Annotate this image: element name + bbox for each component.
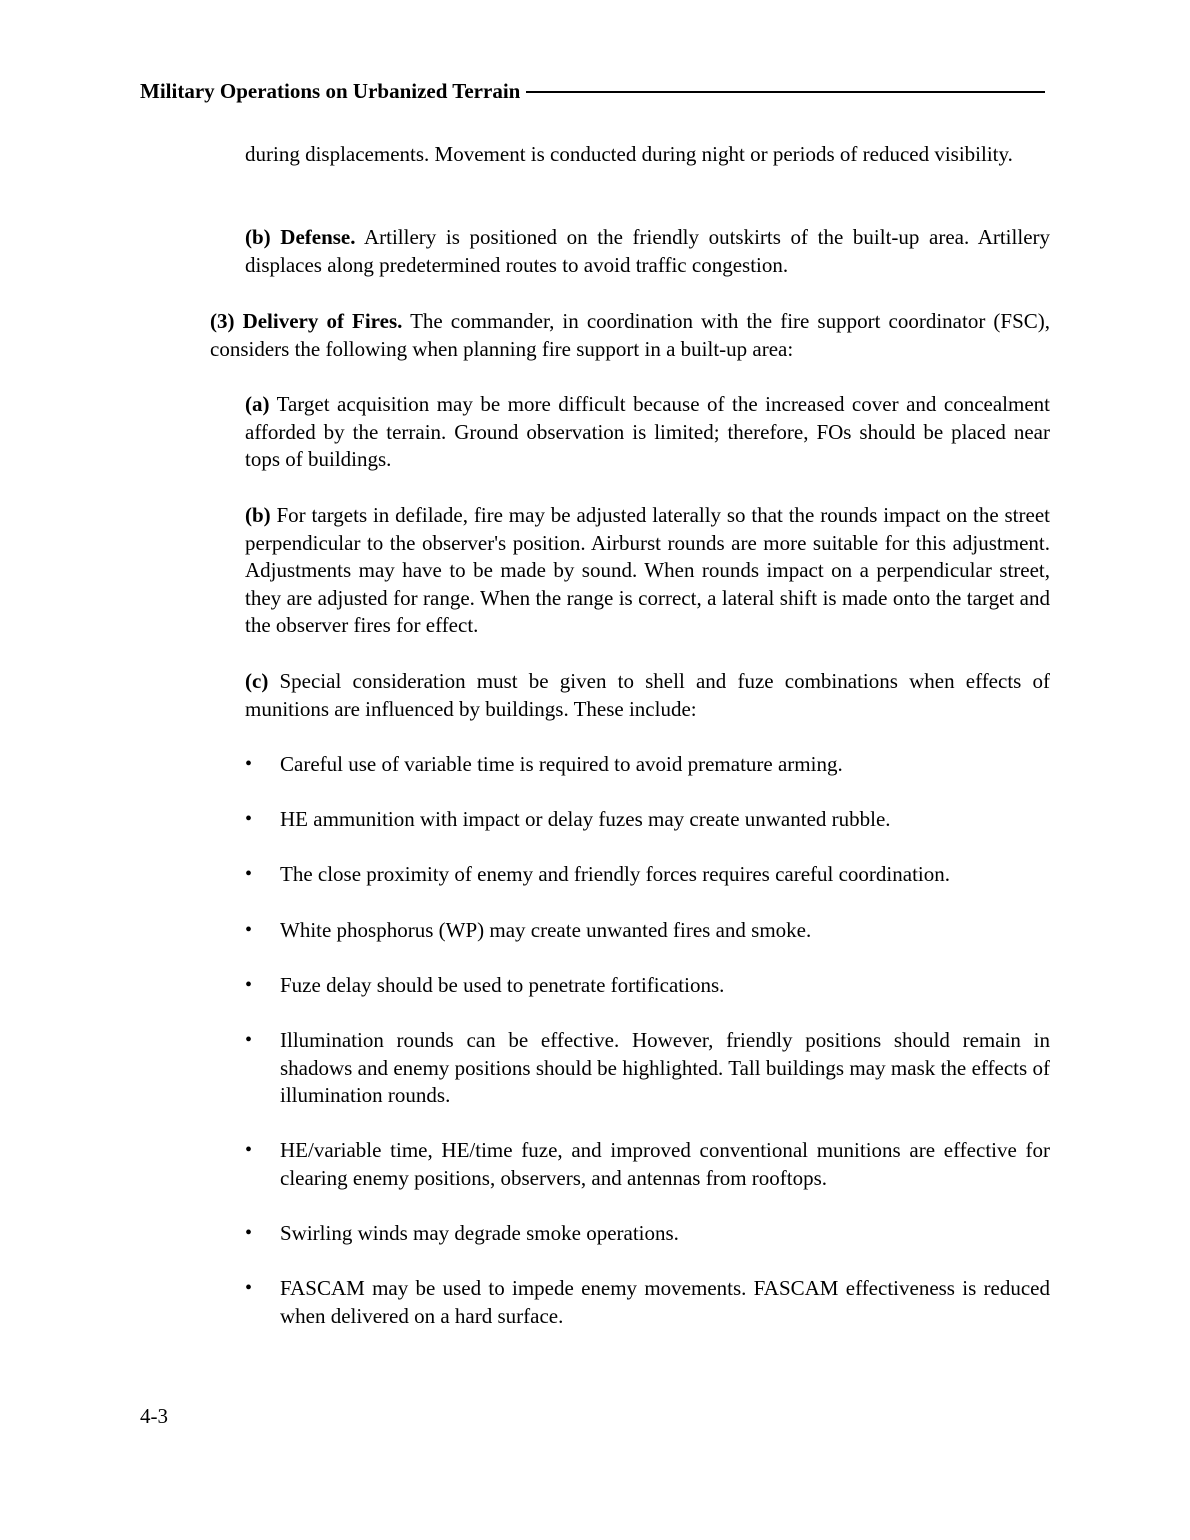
paragraph-delivery-of-fires bbox=[210, 308, 1050, 363]
paragraph-label: (b) bbox=[245, 503, 271, 527]
bullet-icon: • bbox=[245, 974, 253, 996]
running-header bbox=[140, 78, 1045, 104]
header-rule bbox=[526, 91, 1045, 93]
list-item-text: FASCAM may be used to impede enemy movements. FASCAM effectiveness is reduced when delivered on a hard surface. bbox=[280, 1276, 1050, 1328]
paragraph-text: during displacements. Movement is conducted during night or periods of reduced visibility. bbox=[245, 142, 1013, 166]
paragraph-text: For targets in defilade, fire may be adjusted laterally so that the rounds impact on the street perpendicular to the observer's position. Airburst rounds are more suitable for this adjustment. Adjustments may have to be made by sound. When rounds impact on a perpendicular street, they are adjusted for range. When the range is correct, a lateral shift is made onto the target and the observer fires for effect. bbox=[245, 503, 1050, 638]
list-item-text: Careful use of variable time is required to avoid premature arming. bbox=[280, 752, 843, 776]
bullet-icon: • bbox=[245, 1222, 253, 1244]
paragraph-label: (3) Delivery of Fires. bbox=[210, 309, 403, 333]
paragraph-c bbox=[245, 668, 1050, 723]
header-title: Military Operations on Urbanized Terrain bbox=[140, 79, 521, 103]
list-item-text: Swirling winds may degrade smoke operations. bbox=[280, 1221, 679, 1245]
paragraph-text: Artillery is positioned on the friendly outskirts of the built-up area. Artillery displaces along predetermined routes to avoid traffic congestion. bbox=[245, 225, 1051, 277]
bullet-icon: • bbox=[245, 1277, 253, 1299]
paragraph-a bbox=[245, 391, 1050, 474]
paragraph-label: (c) bbox=[245, 669, 269, 693]
list-item-text: The close proximity of enemy and friendly forces requires careful coordination. bbox=[280, 862, 951, 886]
bullet-icon: • bbox=[245, 1139, 253, 1161]
paragraph-text: The commander, in coordination with the fire support coordinator (FSC), considers the following when planning fire support in a built-up area: bbox=[210, 309, 1050, 361]
paragraph-text: Special consideration must be given to shell and fuze combinations when effects of munitions are influenced by buildings. These include: bbox=[245, 669, 1050, 721]
bullet-icon: • bbox=[245, 1029, 253, 1051]
paragraph-label: (b) Defense. bbox=[245, 225, 356, 249]
list-item-text: HE/variable time, HE/time fuze, and improved conventional munitions are effective for clearing enemy positions, observers, and antennas from rooftops. bbox=[280, 1138, 1050, 1190]
paragraph-defense bbox=[245, 224, 1050, 279]
bullet-icon: • bbox=[245, 808, 253, 830]
bullet-icon: • bbox=[245, 919, 253, 941]
paragraph-b bbox=[245, 502, 1050, 640]
paragraph-displacements bbox=[245, 141, 1050, 169]
page-number: 4-3 bbox=[140, 1404, 168, 1428]
paragraph-label: (a) bbox=[245, 392, 270, 416]
paragraph-text: Target acquisition may be more difficult because of the increased cover and concealment afforded by the terrain. Ground observation is limited; therefore, FOs should be placed near tops of buildings. bbox=[245, 392, 1050, 472]
bullet-icon: • bbox=[245, 863, 253, 885]
list-item-text: Fuze delay should be used to penetrate fortifications. bbox=[280, 973, 725, 997]
bullet-icon: • bbox=[245, 753, 253, 775]
list-item-text: HE ammunition with impact or delay fuzes may create unwanted rubble. bbox=[280, 807, 891, 831]
list-item-text: White phosphorus (WP) may create unwanted fires and smoke. bbox=[280, 918, 812, 942]
list-item-text: Illumination rounds can be effective. However, friendly positions should remain in shadows and enemy positions should be highlighted. Tall buildings may mask the effects of illumination rounds. bbox=[280, 1028, 1050, 1108]
